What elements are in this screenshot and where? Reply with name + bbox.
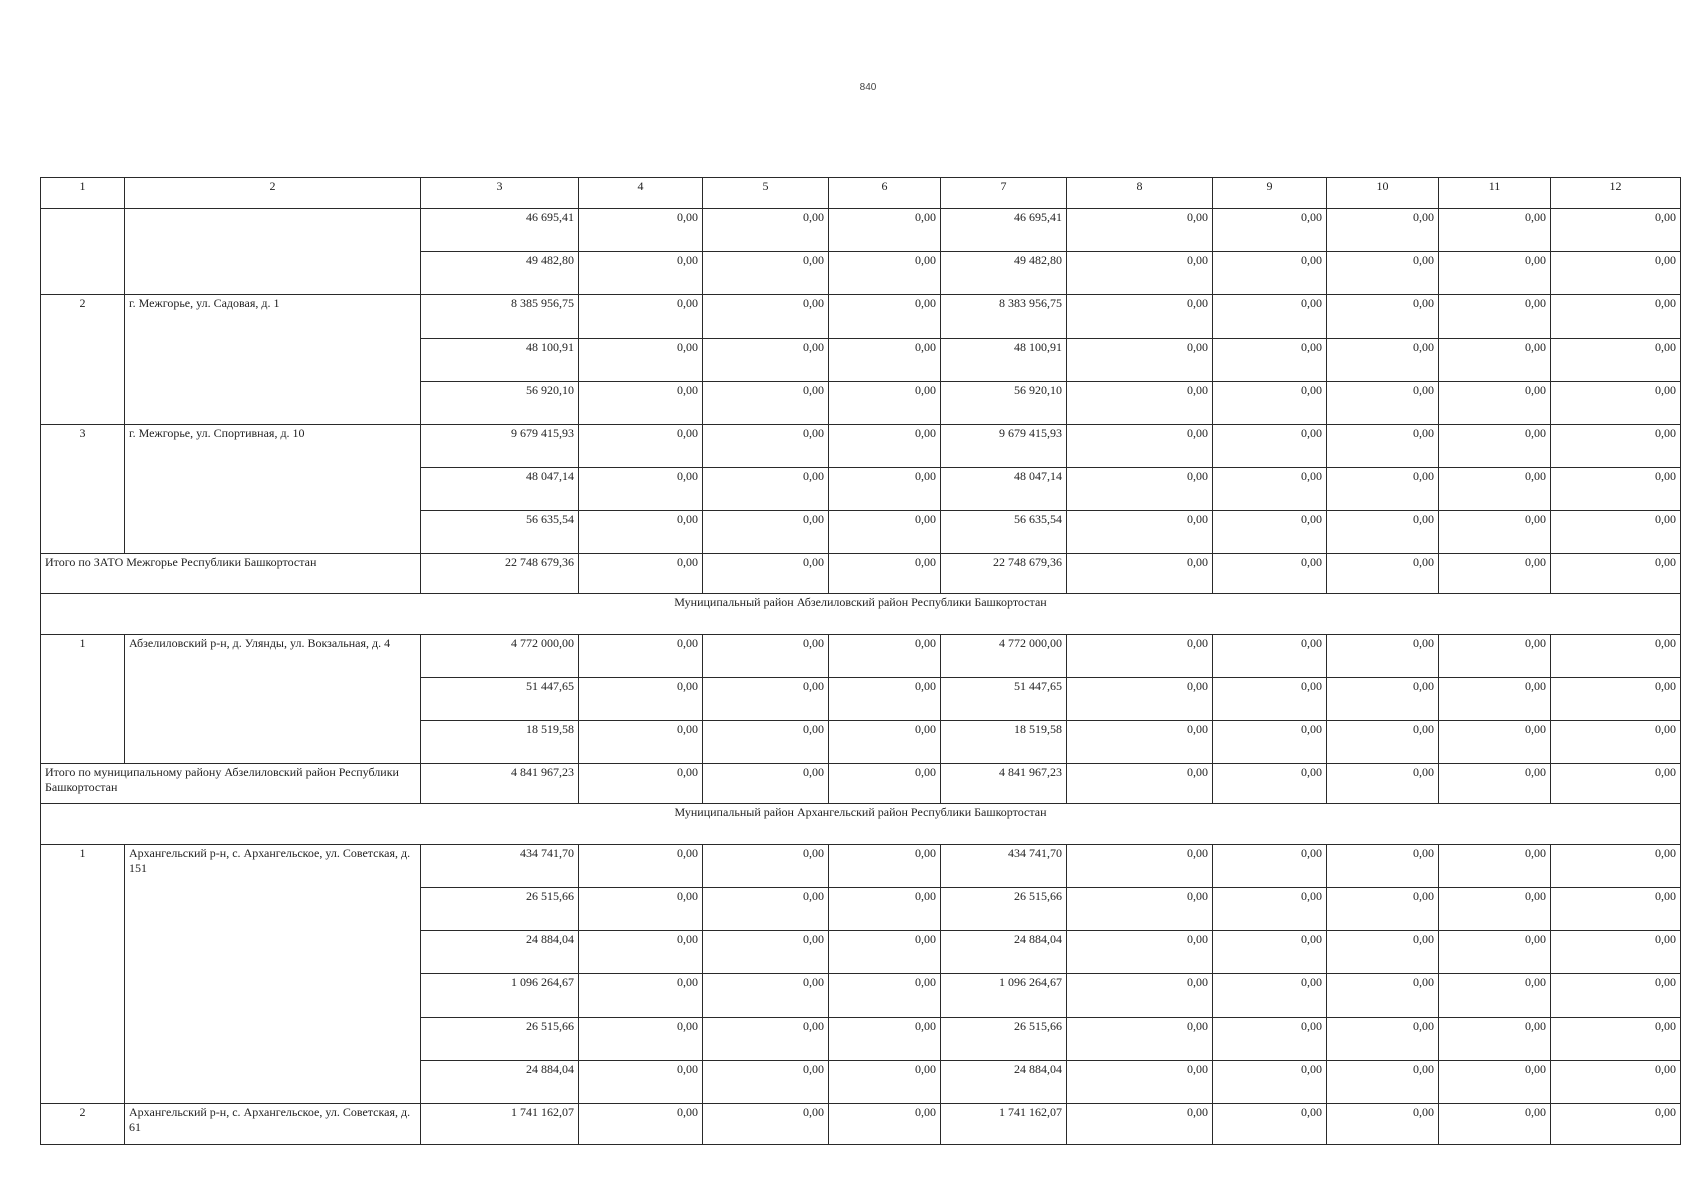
value-cell: 0,00: [829, 1060, 941, 1103]
value-cell: 0,00: [829, 252, 941, 295]
value-cell: 0,00: [1551, 845, 1681, 888]
value-cell: 0,00: [1067, 634, 1213, 677]
value-cell: 1 096 264,67: [421, 974, 579, 1017]
value-cell: 49 482,80: [421, 252, 579, 295]
value-cell: 0,00: [829, 678, 941, 721]
value-cell: 0,00: [579, 845, 703, 888]
value-cell: 9 679 415,93: [941, 424, 1067, 467]
value-cell: 0,00: [579, 424, 703, 467]
section-row: [41, 594, 1681, 635]
value-cell: 26 515,66: [421, 888, 579, 931]
value-cell: 0,00: [1067, 974, 1213, 1017]
value-cell: 26 515,66: [941, 1017, 1067, 1060]
value-cell: 0,00: [1067, 845, 1213, 888]
value-cell: 8 383 956,75: [941, 295, 1067, 338]
value-cell: 0,00: [1067, 764, 1213, 804]
value-cell: 0,00: [1213, 931, 1327, 974]
section-title: Муниципальный район Абзелиловский район Республики Башкортостан: [41, 594, 1681, 635]
value-cell: 0,00: [1439, 634, 1551, 677]
value-cell: 0,00: [1551, 888, 1681, 931]
table-row: [41, 424, 1681, 467]
value-cell: 0,00: [703, 1060, 829, 1103]
column-header-6: 6: [829, 178, 941, 209]
value-cell: 0,00: [1067, 424, 1213, 467]
value-cell: 0,00: [579, 252, 703, 295]
value-cell: 0,00: [1213, 1060, 1327, 1103]
value-cell: 0,00: [1327, 424, 1439, 467]
value-cell: 0,00: [1213, 295, 1327, 338]
value-cell: 0,00: [1439, 721, 1551, 764]
address-cell: Архангельский р-н, с. Архангельское, ул. Советская, д. 151: [125, 845, 421, 1104]
value-cell: 56 635,54: [941, 511, 1067, 554]
value-cell: 56 635,54: [421, 511, 579, 554]
value-cell: 0,00: [1213, 888, 1327, 931]
value-cell: 0,00: [1213, 338, 1327, 381]
value-cell: 0,00: [579, 554, 703, 594]
value-cell: 0,00: [1551, 931, 1681, 974]
value-cell: 0,00: [579, 511, 703, 554]
value-cell: 1 741 162,07: [421, 1103, 579, 1144]
value-cell: 0,00: [1551, 424, 1681, 467]
value-cell: 0,00: [1067, 888, 1213, 931]
value-cell: 0,00: [829, 764, 941, 804]
value-cell: 0,00: [579, 1103, 703, 1144]
value-cell: 0,00: [1067, 1017, 1213, 1060]
value-cell: 0,00: [1551, 634, 1681, 677]
row-index: 2: [41, 1103, 125, 1144]
value-cell: 26 515,66: [941, 888, 1067, 931]
value-cell: 0,00: [1213, 678, 1327, 721]
value-cell: 48 100,91: [421, 338, 579, 381]
value-cell: 0,00: [1213, 1103, 1327, 1144]
value-cell: 0,00: [703, 554, 829, 594]
value-cell: 0,00: [1213, 252, 1327, 295]
value-cell: 0,00: [1327, 678, 1439, 721]
value-cell: 0,00: [1439, 252, 1551, 295]
total-label: Итого по ЗАТО Межгорье Республики Башкортостан: [41, 554, 421, 594]
value-cell: 9 679 415,93: [421, 424, 579, 467]
value-cell: 0,00: [703, 1103, 829, 1144]
value-cell: 0,00: [1551, 295, 1681, 338]
value-cell: 0,00: [829, 209, 941, 252]
value-cell: 0,00: [1439, 1060, 1551, 1103]
table-body: [41, 178, 1681, 1145]
value-cell: 24 884,04: [941, 931, 1067, 974]
value-cell: 8 385 956,75: [421, 295, 579, 338]
value-cell: 0,00: [1213, 424, 1327, 467]
value-cell: 0,00: [579, 931, 703, 974]
column-header-11: 11: [1439, 178, 1551, 209]
value-cell: 24 884,04: [421, 931, 579, 974]
value-cell: 0,00: [1213, 381, 1327, 424]
column-header-3: 3: [421, 178, 579, 209]
value-cell: 0,00: [1439, 338, 1551, 381]
table-row: [41, 634, 1681, 677]
value-cell: 0,00: [579, 338, 703, 381]
value-cell: 0,00: [829, 467, 941, 510]
table-row: [41, 845, 1681, 888]
row-index: 3: [41, 424, 125, 553]
value-cell: 51 447,65: [421, 678, 579, 721]
value-cell: 0,00: [1327, 1060, 1439, 1103]
value-cell: 0,00: [1551, 1060, 1681, 1103]
value-cell: 0,00: [829, 511, 941, 554]
column-header-10: 10: [1327, 178, 1439, 209]
value-cell: 0,00: [1439, 1103, 1551, 1144]
value-cell: 0,00: [1067, 252, 1213, 295]
value-cell: 0,00: [1067, 678, 1213, 721]
value-cell: 0,00: [703, 338, 829, 381]
value-cell: 0,00: [1439, 678, 1551, 721]
value-cell: 0,00: [703, 381, 829, 424]
value-cell: 0,00: [703, 467, 829, 510]
column-header-9: 9: [1213, 178, 1327, 209]
value-cell: 0,00: [1067, 209, 1213, 252]
value-cell: 0,00: [1551, 467, 1681, 510]
value-cell: 0,00: [1439, 888, 1551, 931]
value-cell: 0,00: [1327, 721, 1439, 764]
value-cell: 434 741,70: [941, 845, 1067, 888]
value-cell: 0,00: [1213, 634, 1327, 677]
column-header-8: 8: [1067, 178, 1213, 209]
value-cell: 0,00: [579, 467, 703, 510]
column-header-1: 1: [41, 178, 125, 209]
value-cell: 0,00: [1327, 252, 1439, 295]
value-cell: 0,00: [579, 209, 703, 252]
section-title: Муниципальный район Архангельский район Республики Башкортостан: [41, 804, 1681, 845]
value-cell: 0,00: [1213, 209, 1327, 252]
value-cell: 0,00: [1213, 764, 1327, 804]
value-cell: 0,00: [1439, 554, 1551, 594]
value-cell: 0,00: [829, 381, 941, 424]
value-cell: 56 920,10: [421, 381, 579, 424]
value-cell: 0,00: [1213, 511, 1327, 554]
total-label: Итого по муниципальному району Абзелиловский район Республики Башкортостан: [41, 764, 421, 804]
value-cell: 0,00: [1551, 1017, 1681, 1060]
value-cell: 0,00: [1213, 467, 1327, 510]
value-cell: 0,00: [1327, 338, 1439, 381]
value-cell: 0,00: [1327, 381, 1439, 424]
value-cell: 0,00: [1551, 554, 1681, 594]
value-cell: 4 841 967,23: [941, 764, 1067, 804]
value-cell: 0,00: [703, 634, 829, 677]
table-row: [41, 1103, 1681, 1144]
value-cell: 0,00: [829, 295, 941, 338]
column-header-4: 4: [579, 178, 703, 209]
value-cell: 0,00: [829, 888, 941, 931]
value-cell: 434 741,70: [421, 845, 579, 888]
value-cell: 0,00: [1551, 338, 1681, 381]
value-cell: 0,00: [1439, 381, 1551, 424]
column-header-2: 2: [125, 178, 421, 209]
value-cell: 0,00: [703, 764, 829, 804]
value-cell: 0,00: [1551, 209, 1681, 252]
value-cell: 51 447,65: [941, 678, 1067, 721]
value-cell: 0,00: [579, 974, 703, 1017]
value-cell: 48 047,14: [421, 467, 579, 510]
row-index: [41, 209, 125, 295]
value-cell: 0,00: [703, 678, 829, 721]
value-cell: 0,00: [1067, 721, 1213, 764]
value-cell: 22 748 679,36: [421, 554, 579, 594]
value-cell: 18 519,58: [421, 721, 579, 764]
value-cell: 0,00: [829, 634, 941, 677]
value-cell: 22 748 679,36: [941, 554, 1067, 594]
value-cell: 0,00: [829, 845, 941, 888]
value-cell: 0,00: [829, 1017, 941, 1060]
value-cell: 18 519,58: [941, 721, 1067, 764]
value-cell: 0,00: [1551, 511, 1681, 554]
value-cell: 0,00: [829, 974, 941, 1017]
value-cell: 0,00: [703, 974, 829, 1017]
total-row: [41, 764, 1681, 804]
value-cell: 0,00: [579, 634, 703, 677]
value-cell: 0,00: [1551, 721, 1681, 764]
value-cell: 0,00: [829, 931, 941, 974]
value-cell: 46 695,41: [421, 209, 579, 252]
value-cell: 0,00: [703, 209, 829, 252]
value-cell: 1 096 264,67: [941, 974, 1067, 1017]
value-cell: 0,00: [703, 424, 829, 467]
row-index: 2: [41, 295, 125, 424]
value-cell: 0,00: [579, 381, 703, 424]
address-cell: г. Межгорье, ул. Садовая, д. 1: [125, 295, 421, 424]
value-cell: 0,00: [579, 1017, 703, 1060]
value-cell: 0,00: [1439, 209, 1551, 252]
value-cell: 0,00: [1439, 424, 1551, 467]
value-cell: 24 884,04: [941, 1060, 1067, 1103]
value-cell: 0,00: [579, 295, 703, 338]
value-cell: 0,00: [1327, 554, 1439, 594]
value-cell: 0,00: [1327, 295, 1439, 338]
value-cell: 0,00: [1067, 467, 1213, 510]
value-cell: 4 772 000,00: [941, 634, 1067, 677]
value-cell: 0,00: [579, 678, 703, 721]
value-cell: 0,00: [579, 721, 703, 764]
value-cell: 0,00: [1327, 764, 1439, 804]
value-cell: 0,00: [1213, 845, 1327, 888]
value-cell: 0,00: [703, 888, 829, 931]
value-cell: 0,00: [1213, 554, 1327, 594]
header-row: [41, 178, 1681, 209]
value-cell: 0,00: [829, 721, 941, 764]
value-cell: 0,00: [1439, 931, 1551, 974]
value-cell: 0,00: [1213, 974, 1327, 1017]
value-cell: 0,00: [1213, 1017, 1327, 1060]
address-cell: Архангельский р-н, с. Архангельское, ул. Советская, д. 61: [125, 1103, 421, 1144]
value-cell: 0,00: [1327, 1017, 1439, 1060]
value-cell: 0,00: [1327, 845, 1439, 888]
value-cell: 0,00: [829, 424, 941, 467]
value-cell: 0,00: [1551, 381, 1681, 424]
value-cell: 0,00: [1439, 511, 1551, 554]
column-header-5: 5: [703, 178, 829, 209]
table-row: [41, 295, 1681, 338]
value-cell: 0,00: [1439, 295, 1551, 338]
address-cell: Абзелиловский р-н, д. Улянды, ул. Вокзальная, д. 4: [125, 634, 421, 763]
value-cell: 48 100,91: [941, 338, 1067, 381]
row-index: 1: [41, 845, 125, 1104]
value-cell: 0,00: [1551, 252, 1681, 295]
value-cell: 0,00: [1439, 974, 1551, 1017]
value-cell: 0,00: [1067, 1060, 1213, 1103]
value-cell: 0,00: [1067, 381, 1213, 424]
value-cell: 0,00: [1327, 467, 1439, 510]
value-cell: 0,00: [1327, 209, 1439, 252]
value-cell: 0,00: [1439, 764, 1551, 804]
value-cell: 49 482,80: [941, 252, 1067, 295]
value-cell: 0,00: [1327, 974, 1439, 1017]
table-row: [41, 209, 1681, 252]
value-cell: 46 695,41: [941, 209, 1067, 252]
value-cell: 0,00: [579, 1060, 703, 1103]
value-cell: 0,00: [1551, 678, 1681, 721]
value-cell: 0,00: [703, 931, 829, 974]
value-cell: 0,00: [829, 338, 941, 381]
value-cell: 4 841 967,23: [421, 764, 579, 804]
value-cell: 0,00: [1327, 888, 1439, 931]
column-header-12: 12: [1551, 178, 1681, 209]
value-cell: 0,00: [1439, 1017, 1551, 1060]
value-cell: 0,00: [1327, 511, 1439, 554]
value-cell: 0,00: [829, 1103, 941, 1144]
value-cell: 0,00: [703, 845, 829, 888]
value-cell: 0,00: [1551, 974, 1681, 1017]
address-cell: [125, 209, 421, 295]
value-cell: 0,00: [579, 764, 703, 804]
value-cell: 0,00: [1067, 554, 1213, 594]
value-cell: 0,00: [1067, 931, 1213, 974]
data-table: [40, 177, 1681, 1145]
value-cell: 0,00: [1551, 764, 1681, 804]
row-index: 1: [41, 634, 125, 763]
value-cell: 0,00: [1439, 467, 1551, 510]
address-cell: г. Межгорье, ул. Спортивная, д. 10: [125, 424, 421, 553]
value-cell: 0,00: [703, 252, 829, 295]
total-row: [41, 554, 1681, 594]
value-cell: 4 772 000,00: [421, 634, 579, 677]
value-cell: 0,00: [1067, 338, 1213, 381]
value-cell: 48 047,14: [941, 467, 1067, 510]
value-cell: 0,00: [703, 511, 829, 554]
value-cell: 0,00: [1067, 295, 1213, 338]
value-cell: 0,00: [1067, 1103, 1213, 1144]
value-cell: 0,00: [703, 721, 829, 764]
value-cell: 0,00: [1067, 511, 1213, 554]
value-cell: 24 884,04: [421, 1060, 579, 1103]
value-cell: 0,00: [703, 295, 829, 338]
value-cell: 0,00: [829, 554, 941, 594]
value-cell: 0,00: [1327, 1103, 1439, 1144]
value-cell: 0,00: [1439, 845, 1551, 888]
value-cell: 26 515,66: [421, 1017, 579, 1060]
value-cell: 0,00: [1327, 931, 1439, 974]
value-cell: 0,00: [703, 1017, 829, 1060]
value-cell: 1 741 162,07: [941, 1103, 1067, 1144]
column-header-7: 7: [941, 178, 1067, 209]
value-cell: 0,00: [579, 888, 703, 931]
value-cell: 0,00: [1327, 634, 1439, 677]
value-cell: 0,00: [1551, 1103, 1681, 1144]
page-number: 840: [859, 82, 877, 93]
value-cell: 56 920,10: [941, 381, 1067, 424]
value-cell: 0,00: [1213, 721, 1327, 764]
section-row: [41, 804, 1681, 845]
